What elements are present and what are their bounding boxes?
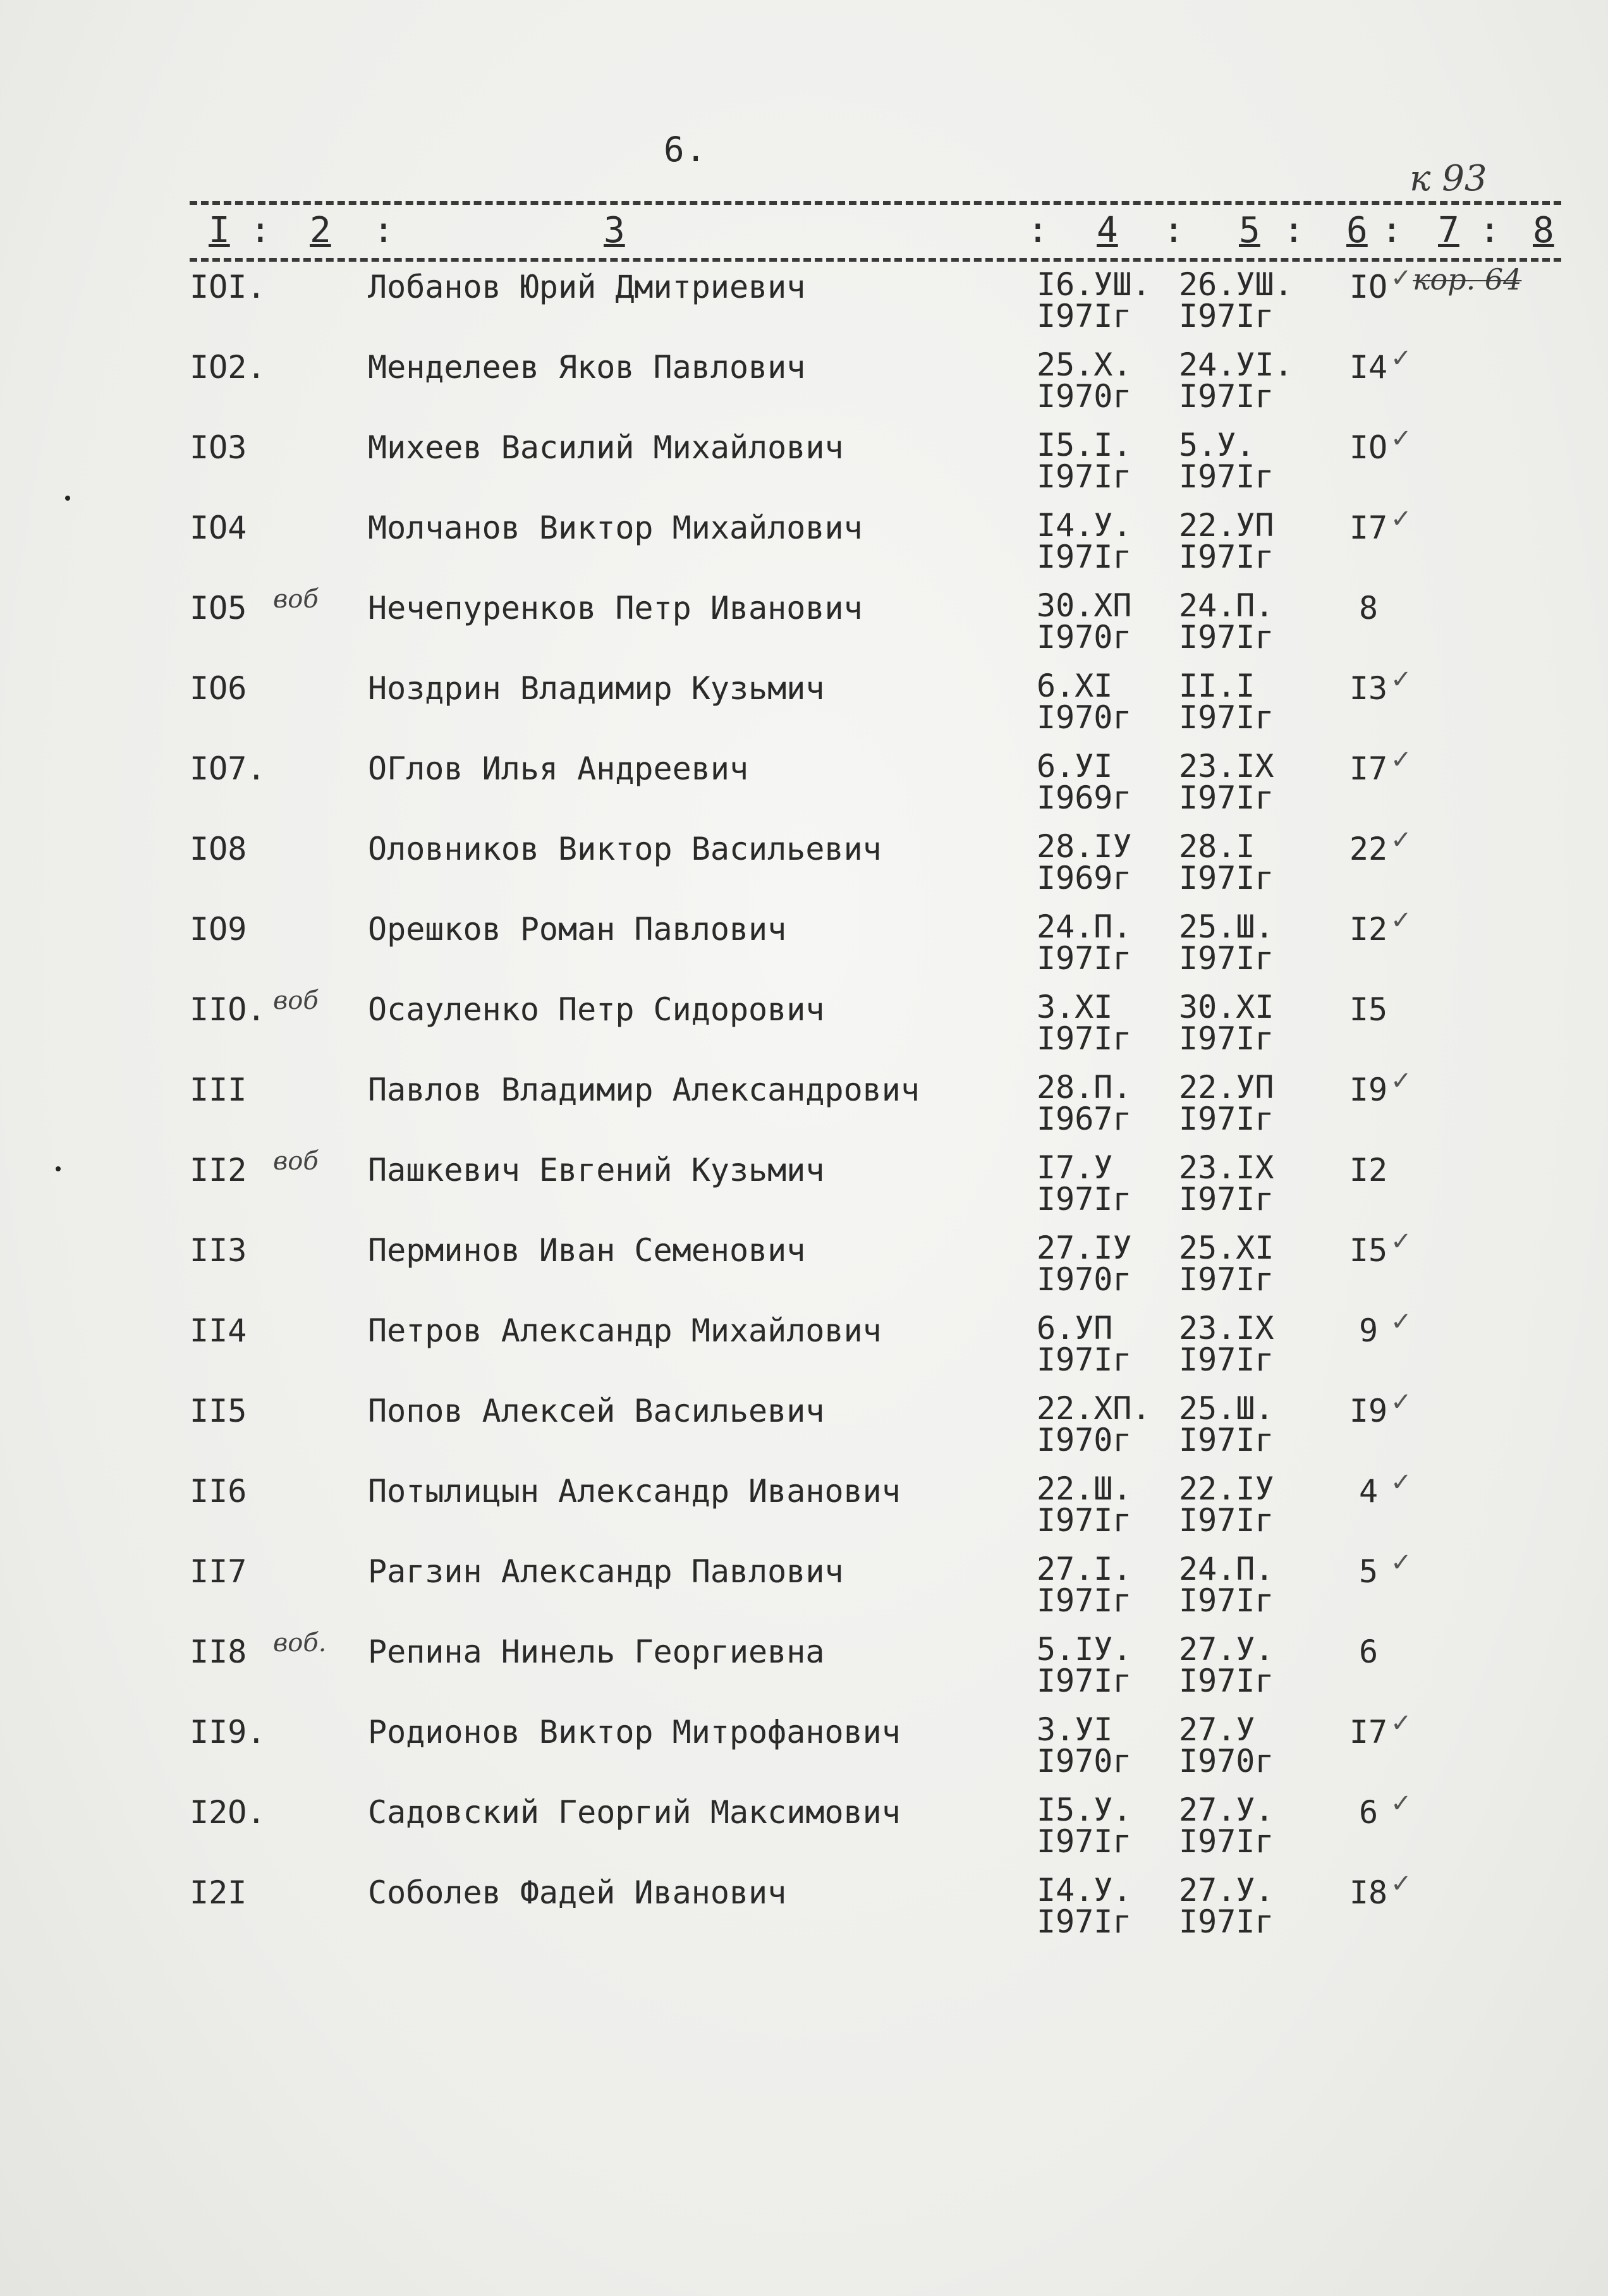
handwritten-box-number: кор. 64 [1413, 262, 1522, 296]
date-col-5 [1179, 1711, 1305, 1780]
date-col-5-day: 23.IX [1179, 1149, 1274, 1186]
full-name: Пашкевич Евгений Кузьмич [368, 1152, 825, 1188]
date-col-4-year: I969г [1037, 860, 1132, 896]
full-name: Попов Алексей Васильевич [368, 1393, 825, 1429]
row-number: I2I [190, 1874, 247, 1911]
table-row [0, 1227, 1608, 1308]
full-name: Петров Александр Михайлович [368, 1312, 882, 1349]
check-mark-icon: ✓ [1391, 1709, 1412, 1738]
date-col-4 [1037, 1874, 1163, 1938]
date-col-4-day: I5.У. [1037, 1792, 1132, 1828]
date-col-5-day: 30.XI [1179, 989, 1274, 1025]
date-col-5 [1179, 668, 1305, 736]
date-col-5-day: 22.УП [1179, 507, 1274, 544]
date-col-4-day: 28.IУ [1037, 828, 1132, 865]
check-mark-icon: ✓ [1391, 1307, 1412, 1336]
date-col-4-year: I97Iг [1037, 539, 1132, 575]
row-number: II4 [190, 1312, 247, 1349]
row-number: II5 [190, 1393, 247, 1429]
check-mark-icon: ✓ [1391, 424, 1412, 453]
date-col-4 [1037, 989, 1163, 1057]
header-sep: : [1027, 210, 1049, 251]
date-col-4-year: I97Iг [1037, 1181, 1132, 1218]
date-col-4-day: I6.УШ. [1037, 266, 1151, 303]
date-col-5-year: I97Iг [1179, 1341, 1274, 1378]
check-mark-icon: ✓ [1391, 264, 1412, 293]
date-col-4-year: I970г [1037, 1261, 1132, 1298]
row-number: IO6 [190, 670, 247, 707]
date-col-5-year: I97Iг [1179, 1422, 1274, 1458]
col-6-value: I5 [1349, 1232, 1388, 1269]
col-6-value: 5 [1358, 1553, 1379, 1590]
date-col-5-year: I97Iг [1179, 1582, 1274, 1619]
col-6-value: IO [1349, 429, 1388, 466]
date-col-5-year: I97Iг [1179, 1903, 1274, 1940]
date-col-5-year: I970г [1179, 1743, 1274, 1780]
header-top-rule [190, 201, 1561, 205]
date-col-5-year: I97Iг [1179, 940, 1274, 977]
table-row [0, 1709, 1608, 1790]
date-col-5-day: 27.У. [1179, 1631, 1274, 1668]
date-col-4-day: 25.X. [1037, 346, 1132, 383]
row-number: II7 [190, 1553, 247, 1590]
row-number: II3 [190, 1232, 247, 1269]
header-col-7: 7 [1438, 210, 1459, 251]
date-col-4 [1037, 427, 1163, 495]
date-col-5-day: 22.IУ [1179, 1470, 1274, 1507]
header-col-6: 6 [1346, 210, 1368, 251]
row-number: IO7. [190, 750, 266, 787]
full-name: Павлов Владимир Александрович [368, 1072, 920, 1108]
col-6-value: I5 [1349, 991, 1388, 1028]
date-col-4 [1037, 1470, 1163, 1539]
col-6-value: I3 [1349, 670, 1388, 707]
table-row [0, 585, 1608, 666]
date-col-4 [1037, 1792, 1163, 1860]
full-name: Репина Нинель Георгиевна [368, 1633, 825, 1670]
paper-speck [65, 496, 70, 501]
date-col-5 [1179, 1470, 1305, 1539]
check-mark-icon: ✓ [1391, 1789, 1412, 1818]
date-col-4 [1037, 1149, 1163, 1218]
date-col-4-year: I967г [1037, 1101, 1132, 1137]
date-col-4-day: 28.П. [1037, 1069, 1132, 1106]
col-6-value: 4 [1358, 1473, 1379, 1510]
check-mark-icon: ✓ [1391, 1468, 1412, 1497]
check-mark-icon: ✓ [1391, 1066, 1412, 1096]
date-col-5 [1179, 346, 1305, 415]
date-col-5-year: I97Iг [1179, 1663, 1274, 1699]
date-col-5 [1179, 1792, 1305, 1860]
table-row [0, 1307, 1608, 1388]
date-col-5-year: I97Iг [1179, 1261, 1274, 1298]
header-bottom-rule [190, 258, 1561, 262]
row-number: II8 [190, 1633, 247, 1670]
header-sep: : [250, 210, 271, 251]
row-number: II9. [190, 1714, 266, 1750]
date-col-4-day: 24.П. [1037, 908, 1132, 945]
date-col-5 [1179, 266, 1305, 334]
date-col-5-year: I97Iг [1179, 619, 1274, 656]
date-col-4-year: I97Iг [1037, 458, 1132, 495]
date-col-5 [1179, 427, 1305, 495]
row-number: II6 [190, 1473, 247, 1510]
date-col-5 [1179, 908, 1305, 977]
col-6-value: 8 [1358, 590, 1379, 626]
date-col-4-year: I97Iг [1037, 1502, 1132, 1539]
col-6-value: I8 [1349, 1874, 1388, 1911]
date-col-5 [1179, 1069, 1305, 1137]
date-col-4 [1037, 1390, 1163, 1458]
row-number: IO2. [190, 349, 266, 386]
table-row [0, 264, 1608, 345]
full-name: Лобанов Юрий Дмитриевич [368, 269, 806, 305]
date-col-5-year: I97Iг [1179, 1101, 1274, 1137]
date-col-5-day: II.I [1179, 668, 1255, 704]
date-col-4 [1037, 266, 1163, 334]
full-name: Ноздрин Владимир Кузьмич [368, 670, 825, 707]
full-name: Рагзин Александр Павлович [368, 1553, 844, 1590]
full-name: Оловников Виктор Васильевич [368, 831, 882, 867]
page-number: 6. [664, 130, 708, 169]
date-col-4-day: 5.IУ. [1037, 1631, 1132, 1668]
handwritten-mark: воб [273, 986, 319, 1015]
date-col-5-day: 26.УШ. [1179, 266, 1293, 303]
date-col-5-day: 24.П. [1179, 587, 1274, 624]
date-col-5-day: 25.Ш. [1179, 1390, 1274, 1427]
row-number: IO9 [190, 911, 247, 948]
date-col-5-year: I97Iг [1179, 458, 1274, 495]
date-col-5-day: 27.У [1179, 1711, 1255, 1748]
date-col-4-year: I970г [1037, 619, 1132, 656]
date-col-5-year: I97Iг [1179, 378, 1274, 415]
date-col-5-day: 5.У. [1179, 427, 1255, 463]
date-col-5 [1179, 587, 1305, 656]
date-col-4-day: 3.XI [1037, 989, 1113, 1025]
date-col-5 [1179, 1551, 1305, 1619]
date-col-5-year: I97Iг [1179, 779, 1274, 816]
date-col-4-day: I5.I. [1037, 427, 1132, 463]
table-row [0, 1066, 1608, 1147]
date-col-4-year: I970г [1037, 1743, 1132, 1780]
date-col-4 [1037, 668, 1163, 736]
full-name: Михеев Василий Михайлович [368, 429, 844, 466]
header-col-3: 3 [604, 210, 625, 251]
full-name: Нечепуренков Петр Иванович [368, 590, 863, 626]
date-col-5 [1179, 1149, 1305, 1218]
date-col-4-year: I970г [1037, 699, 1132, 736]
header-sep: : [373, 210, 394, 251]
full-name: Родионов Виктор Митрофанович [368, 1714, 901, 1750]
col-6-value: I4 [1349, 349, 1388, 386]
check-mark-icon: ✓ [1391, 504, 1412, 534]
col-6-value: I7 [1349, 1714, 1388, 1750]
date-col-4 [1037, 1633, 1163, 1697]
table-row [0, 1789, 1608, 1870]
date-col-4-day: 27.IУ [1037, 1230, 1132, 1266]
row-number: I2O. [190, 1794, 266, 1831]
date-col-4 [1037, 750, 1163, 814]
col-6-value: I2 [1349, 911, 1388, 948]
handwritten-mark: воб [273, 585, 319, 614]
row-number: IO3 [190, 429, 247, 466]
col-6-value: I2 [1349, 1152, 1388, 1188]
date-col-5-year: I97Iг [1179, 699, 1274, 736]
row-number: II2 [190, 1152, 247, 1188]
date-col-5 [1179, 1230, 1305, 1298]
col-6-value: I7 [1349, 750, 1388, 787]
date-col-5-day: 23.IX [1179, 748, 1274, 785]
full-name: Потылицын Александр Иванович [368, 1473, 901, 1510]
table-row [0, 504, 1608, 585]
date-col-4-year: I97Iг [1037, 1663, 1132, 1699]
full-name: Соболев Фадей Иванович [368, 1874, 787, 1911]
header-sep: : [1283, 210, 1305, 251]
check-mark-icon: ✓ [1391, 1388, 1412, 1417]
date-col-4-day: 3.УI [1037, 1711, 1113, 1748]
check-mark-icon: ✓ [1391, 906, 1412, 935]
col-6-value: 6 [1358, 1633, 1379, 1670]
table-row [0, 1147, 1608, 1228]
header-col-1: I [209, 210, 230, 251]
date-col-5-year: I97Iг [1179, 298, 1274, 334]
col-6-value: 22 [1349, 831, 1388, 867]
col-6-value: I7 [1349, 510, 1388, 546]
date-col-4 [1037, 346, 1163, 415]
row-number: IOI. [190, 269, 266, 305]
date-col-4 [1037, 1551, 1163, 1619]
date-col-4-day: 6.УI [1037, 748, 1113, 785]
full-name: Перминов Иван Семенович [368, 1232, 806, 1269]
date-col-4-day: 6.УП [1037, 1310, 1113, 1346]
date-col-5 [1179, 1312, 1305, 1376]
date-col-5-day: 24.П. [1179, 1551, 1274, 1587]
date-col-5-day: 24.УI. [1179, 346, 1293, 383]
table-row [0, 344, 1608, 425]
date-col-4 [1037, 1711, 1163, 1780]
date-col-5-year: I97Iг [1179, 860, 1274, 896]
full-name: Садовский Георгий Максимович [368, 1794, 901, 1831]
full-name: Осауленко Петр Сидорович [368, 991, 825, 1028]
date-col-5-day: 22.УП [1179, 1069, 1274, 1106]
date-col-5-year: I97Iг [1179, 1823, 1274, 1860]
check-mark-icon: ✓ [1391, 826, 1412, 855]
date-col-4-day: 30.ХП [1037, 587, 1132, 624]
row-number: IO5 [190, 590, 247, 626]
table-row [0, 1548, 1608, 1629]
date-col-4-year: I969г [1037, 779, 1132, 816]
date-col-5 [1179, 1390, 1305, 1458]
date-col-4-year: I970г [1037, 1422, 1132, 1458]
header-sep: : [1163, 210, 1185, 251]
date-col-4 [1037, 1230, 1163, 1298]
table-row [0, 826, 1608, 907]
date-col-4-year: I97Iг [1037, 298, 1132, 334]
date-col-4-day: 22.Ш. [1037, 1470, 1132, 1507]
date-col-4-year: I970г [1037, 378, 1132, 415]
date-col-5 [1179, 828, 1305, 896]
paper-speck [56, 1166, 61, 1171]
date-col-4 [1037, 507, 1163, 575]
date-col-4-day: I4.У. [1037, 1872, 1132, 1908]
table-row [0, 1468, 1608, 1549]
col-6-value: 6 [1358, 1794, 1379, 1831]
table-row [0, 906, 1608, 987]
check-mark-icon: ✓ [1391, 1869, 1412, 1898]
date-col-4-day: I7.У [1037, 1149, 1113, 1186]
row-number: IO4 [190, 510, 247, 546]
date-col-5 [1179, 750, 1305, 814]
date-col-4-year: I97Iг [1037, 1020, 1132, 1057]
date-col-4 [1037, 828, 1163, 896]
date-col-4-year: I97Iг [1037, 1903, 1132, 1940]
check-mark-icon: ✓ [1391, 344, 1412, 373]
date-col-5-day: 25.XI [1179, 1230, 1274, 1266]
table-row [0, 1869, 1608, 1950]
date-col-5-day: 28.I [1179, 828, 1255, 865]
row-number: IIO. [190, 991, 266, 1028]
handwritten-mark: воб [273, 1147, 319, 1176]
date-col-4-year: I97Iг [1037, 940, 1132, 977]
date-col-5-day: 27.У. [1179, 1872, 1274, 1908]
date-col-4-year: I97Iг [1037, 1582, 1132, 1619]
col-6-value: IO [1349, 269, 1388, 305]
date-col-5-day: 23.IX [1179, 1310, 1274, 1346]
date-col-5-day: 25.Ш. [1179, 908, 1274, 945]
date-col-4 [1037, 1312, 1163, 1376]
full-name: ОГлов Илья Андреевич [368, 750, 749, 787]
handwritten-folio-number: к 93 [1410, 158, 1487, 199]
date-col-5-year: I97Iг [1179, 539, 1274, 575]
date-col-4 [1037, 908, 1163, 977]
table-row [0, 745, 1608, 826]
date-col-5 [1179, 1633, 1305, 1697]
col-6-value: 9 [1358, 1312, 1379, 1349]
date-col-5-day: 27.У. [1179, 1792, 1274, 1828]
table-row [0, 986, 1608, 1067]
header-sep: : [1381, 210, 1403, 251]
handwritten-mark: воб. [273, 1628, 327, 1658]
col-6-value: I9 [1349, 1072, 1388, 1108]
date-col-5-year: I97Iг [1179, 1502, 1274, 1539]
check-mark-icon: ✓ [1391, 745, 1412, 774]
col-6-value: I9 [1349, 1393, 1388, 1429]
row-number: IO8 [190, 831, 247, 867]
date-col-5-year: I97Iг [1179, 1181, 1274, 1218]
full-name: Молчанов Виктор Михайлович [368, 510, 863, 546]
row-number: III [190, 1072, 247, 1108]
date-col-4-day: I4.У. [1037, 507, 1132, 544]
date-col-5 [1179, 989, 1305, 1057]
date-col-4-day: 27.I. [1037, 1551, 1132, 1587]
header-col-5: 5 [1239, 210, 1260, 251]
date-col-4-day: 6.XI [1037, 668, 1113, 704]
date-col-4 [1037, 1069, 1163, 1137]
date-col-5 [1179, 507, 1305, 575]
date-col-5-year: I97Iг [1179, 1020, 1274, 1057]
header-col-4: 4 [1097, 210, 1118, 251]
full-name: Орешков Роман Павлович [368, 911, 787, 948]
header-col-8: 8 [1533, 210, 1554, 251]
date-col-4-day: 22.ХП. [1037, 1390, 1151, 1427]
table-row [0, 665, 1608, 746]
check-mark-icon: ✓ [1391, 1548, 1412, 1577]
header-sep: : [1479, 210, 1501, 251]
date-col-4-year: I97Iг [1037, 1823, 1132, 1860]
header-col-2: 2 [310, 210, 331, 251]
date-col-5 [1179, 1874, 1305, 1938]
check-mark-icon: ✓ [1391, 1227, 1412, 1256]
date-col-4-year: I97Iг [1037, 1341, 1132, 1378]
check-mark-icon: ✓ [1391, 665, 1412, 694]
table-row [0, 1628, 1608, 1709]
table-row [0, 1388, 1608, 1469]
date-col-4 [1037, 587, 1163, 656]
full-name: Менделеев Яков Павлович [368, 349, 806, 386]
table-row [0, 424, 1608, 505]
